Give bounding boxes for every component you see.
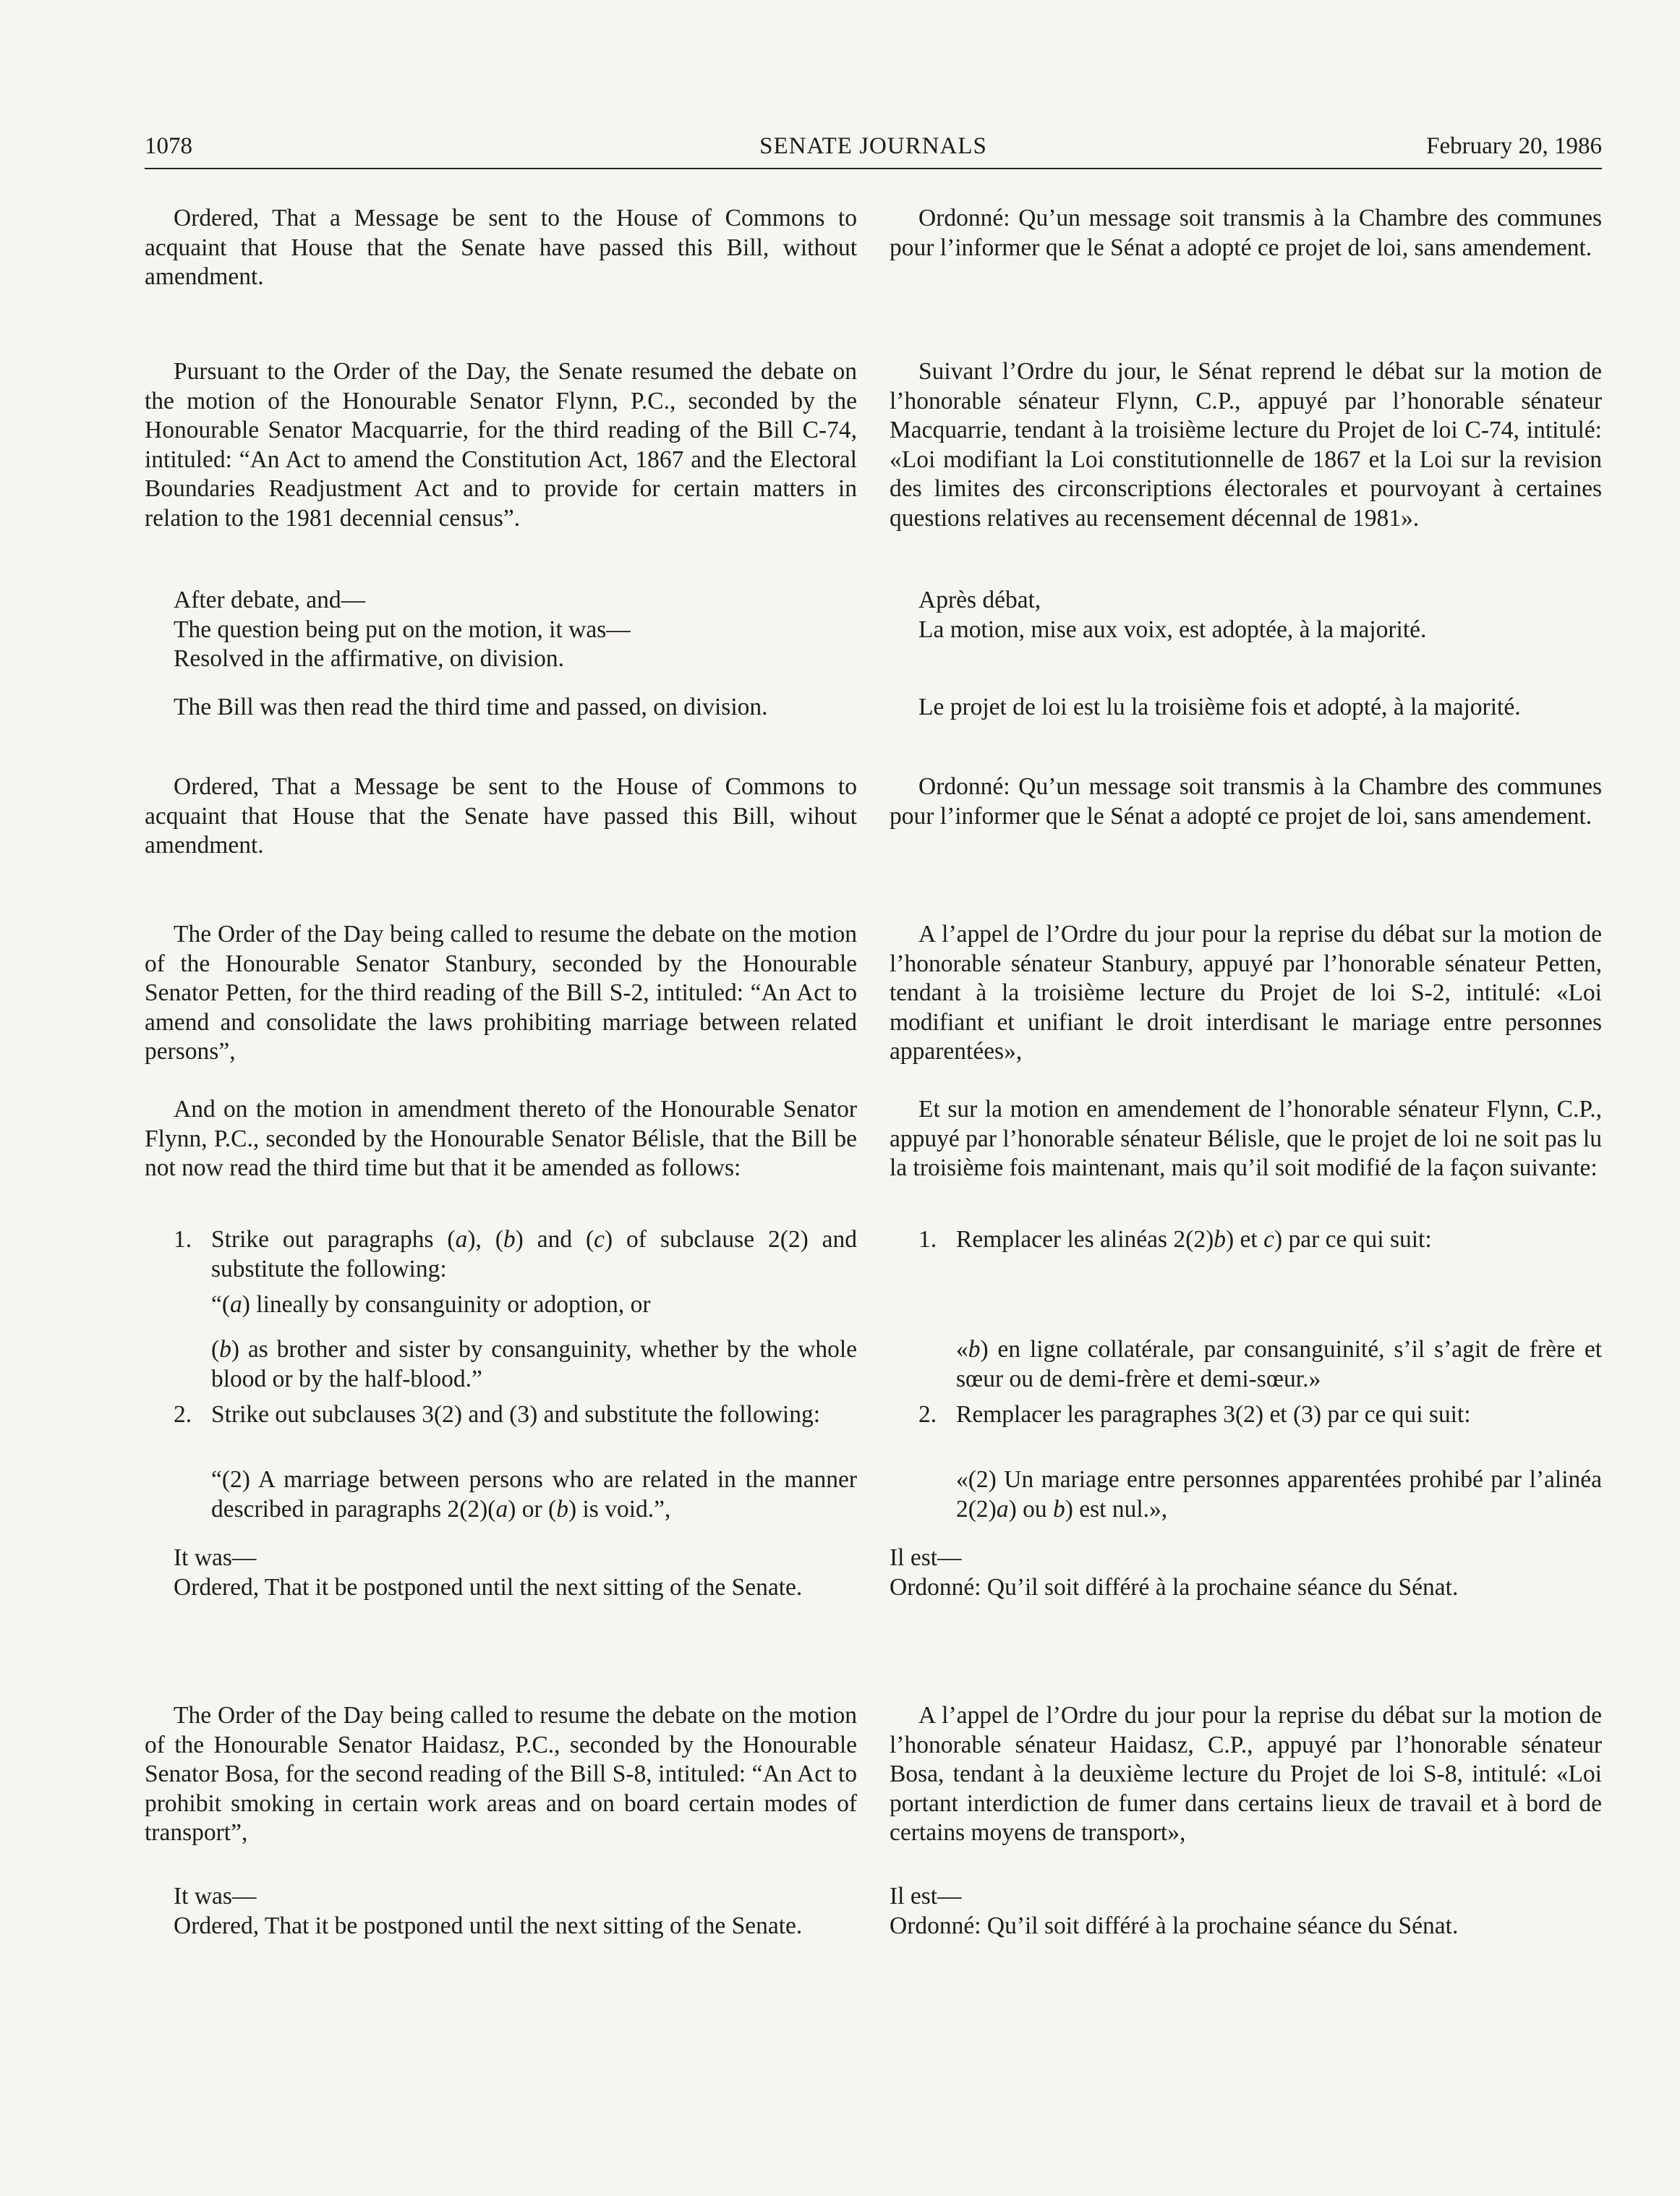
en-item-2-number: 2. [174,1401,192,1428]
fr-postponed-block-1 [890,1544,1602,1602]
fr-postponed-2: Ordonné: Qu’il soit différé à la prochaine séance du Sénat. [890,1912,1459,1939]
fr-message-2-text: Ordonné: Qu’un message soit transmis à la Chambre des communes pour l’informer que le Sénat a adopté ce projet de loi, sans amendement. [890,773,1602,830]
en-item-1-number: 1. [174,1226,192,1253]
fr-bill-c74-text: Suivant l’Ordre du jour, le Sénat reprend le débat sur la motion de l’honorable sénateur Flynn, C.P., appuyé par l’honorable sénateur Macquarrie, tendant à la troisième lecture du Projet de loi C-74, intitulé: «Loi modifiant la Loi constitutionnelle de 1867 et la Loi sur la revision des limites des circonscriptions électorales et pourvoyant à certaines questions relatives au recensement décennal de 1981». [890,358,1602,532]
fr-amendment-item-1 [890,1225,1602,1255]
fr-bill-s2-paragraph [890,920,1602,1067]
en-it-was-2: It was— [174,1883,257,1910]
fr-quote-b: «b) en ligne collatérale, par consanguinité, s’il s’agit de frère et sœur ou de demi-frère et demi-sœur.» [956,1336,1602,1392]
fr-message-1-text: Ordonné: Qu’un message soit transmis à la Chambre des communes pour l’informer que le Sénat a adopté ce projet de loi, sans amendement. [890,205,1602,261]
fr-bill-passed [890,693,1602,723]
en-bill-s8-text: The Order of the Day being called to resume the debate on the motion of the Honourable Senator Haidasz, P.C., seconded by the Honourable Senator Bosa, for the second reading of the Bill S-8, intituled: “An Act to prohibit smoking in certain work areas and on board certain modes of transport”, [145,1702,857,1846]
fr-message-2 [890,773,1602,831]
fr-item-2-text: Remplacer les paragraphes 3(2) et (3) par ce qui suit: [956,1401,1471,1428]
en-after-debate: After debate, and— [174,587,366,613]
fr-amendment-text: Et sur la motion en amendement de l’honorable sénateur Flynn, C.P., appuyé par l’honorable sénateur Bélisle, que le projet de loi ne soit pas lu la troisième fois maintenant, mais qu’il soit modifié de la façon suivante: [890,1096,1602,1181]
fr-il-est-2: Il est— [890,1883,962,1910]
en-message-2-text: Ordered, That a Message be sent to the House of Commons to acquaint that House that the Senate have passed this Bill, wihout amendment. [145,773,857,859]
en-bill-passed-text: The Bill was then read the third time and passed, on division. [174,694,768,720]
en-vote-block [145,586,857,674]
page-number: 1078 [145,133,192,159]
en-bill-c74-paragraph [145,357,857,533]
en-question-put: The question being put on the motion, it was— [174,616,631,643]
fr-bill-passed-text: Le projet de loi est lu la troisième fois et adopté, à la majorité. [918,694,1521,720]
fr-item-1-number: 1. [918,1226,937,1253]
fr-bill-s8-paragraph [890,1701,1602,1848]
fr-postponed-block-2 [890,1882,1602,1941]
en-resolved: Resolved in the affirmative, on division. [174,645,564,672]
fr-bill-s2-text: A l’appel de l’Ordre du jour pour la reprise du débat sur la motion de l’honorable sénateur Stanbury, appuyé par l’honorable sénateur Petten, tendant à la troisième lecture du Projet de loi S-2, intitulé: «Loi modifiant et unifiant le droit interdisant le mariage entre personnes apparentées», [890,921,1602,1065]
en-amendment-text: And on the motion in amendment thereto of the Honourable Senator Flynn, P.C., seconded by the Honourable Senator Bélisle, that the Bill be not now read the third time but that it be amended as follows: [145,1096,857,1181]
en-postponed-block-2 [145,1882,857,1941]
en-amendment-item-1 [145,1225,857,1284]
en-message-1 [145,204,857,292]
fr-item-2-number: 2. [918,1401,937,1428]
fr-il-est-1: Il est— [890,1544,962,1571]
fr-bill-s8-text: A l’appel de l’Ordre du jour pour la reprise du débat sur la motion de l’honorable sénateur Haidasz, C.P., appuyé par l’honorable sénateur Bosa, tendant à la deuxième lecture du Projet de loi S-8, intitulé: «Loi portant interdiction de fumer dans certains lieux de travail et à bord de certains moyens de transport», [890,1702,1602,1846]
en-bill-s2-paragraph [145,920,857,1067]
journal-title: SENATE JOURNALS [759,133,987,159]
en-message-1-text: Ordered, That a Message be sent to the House of Commons to acquaint that House that the Senate have passed this Bill, without amendment. [145,205,857,290]
en-item-1-text: Strike out paragraphs (a), (b) and (c) of subclause 2(2) and substitute the following: [211,1226,858,1282]
en-bill-s8-paragraph [145,1701,857,1848]
fr-bill-c74-paragraph [890,357,1602,533]
en-postponed-2: Ordered, That it be postponed until the next sitting of the Senate. [174,1912,803,1939]
en-bill-c74-text: Pursuant to the Order of the Day, the Senate resumed the debate on the motion of the Honourable Senator Flynn, P.C., seconded by the Honourable Senator Macquarrie, for the third reading of the Bill C-74, intituled: “An Act to amend the Constitution Act, 1867 and the Electoral Boundaries Readjustment Act and to provide for certain matters in relation to the 1981 decennial census”. [145,358,857,532]
fr-item-1-text: Remplacer les alinéas 2(2)b) et c) par ce qui suit: [956,1226,1432,1253]
en-it-was-1: It was— [174,1544,257,1571]
en-quote-2: “(2) A marriage between persons who are related in the manner described in paragraphs 2(2)(a) or (b) is void.”, [211,1466,857,1523]
fr-amendment-motion [890,1095,1602,1183]
journal-date: February 20, 1986 [1426,133,1602,159]
fr-vote-block [890,586,1602,644]
en-item-2-text: Strike out subclauses 3(2) and (3) and substitute the following: [211,1401,821,1428]
en-quote-b: (b) as brother and sister by consanguinity, whether by the whole blood or by the half-blood.” [211,1336,857,1392]
en-message-2 [145,773,857,861]
fr-amendment-item-2 [890,1400,1602,1430]
en-amendment-motion [145,1095,857,1183]
fr-postponed-1: Ordonné: Qu’il soit différé à la prochaine séance du Sénat. [890,1573,1459,1601]
en-bill-s2-text: The Order of the Day being called to resume the debate on the motion of the Honourable Senator Stanbury, seconded by the Honourable Senator Petten, for the third reading of the Bill S-2, intituled: “An Act to amend and consolidate the laws prohibiting marriage between related persons”, [145,921,857,1065]
en-postponed-1: Ordered, That it be postponed until the next sitting of the Senate. [174,1573,803,1601]
fr-after-debate: Après débat, [918,587,1041,613]
en-bill-passed [145,693,857,723]
fr-motion-adopted: La motion, mise aux voix, est adoptée, à la majorité. [918,616,1427,643]
en-amendment-item-2 [145,1400,857,1430]
en-postponed-block-1 [145,1544,857,1602]
fr-quote-2: «(2) Un mariage entre personnes apparentées prohibé par l’alinéa 2(2)a) ou b) est nul.», [956,1466,1602,1523]
en-quote-a: “(a) lineally by consanguinity or adoption, or [211,1291,651,1318]
running-header [145,130,1602,169]
fr-message-1 [890,204,1602,263]
